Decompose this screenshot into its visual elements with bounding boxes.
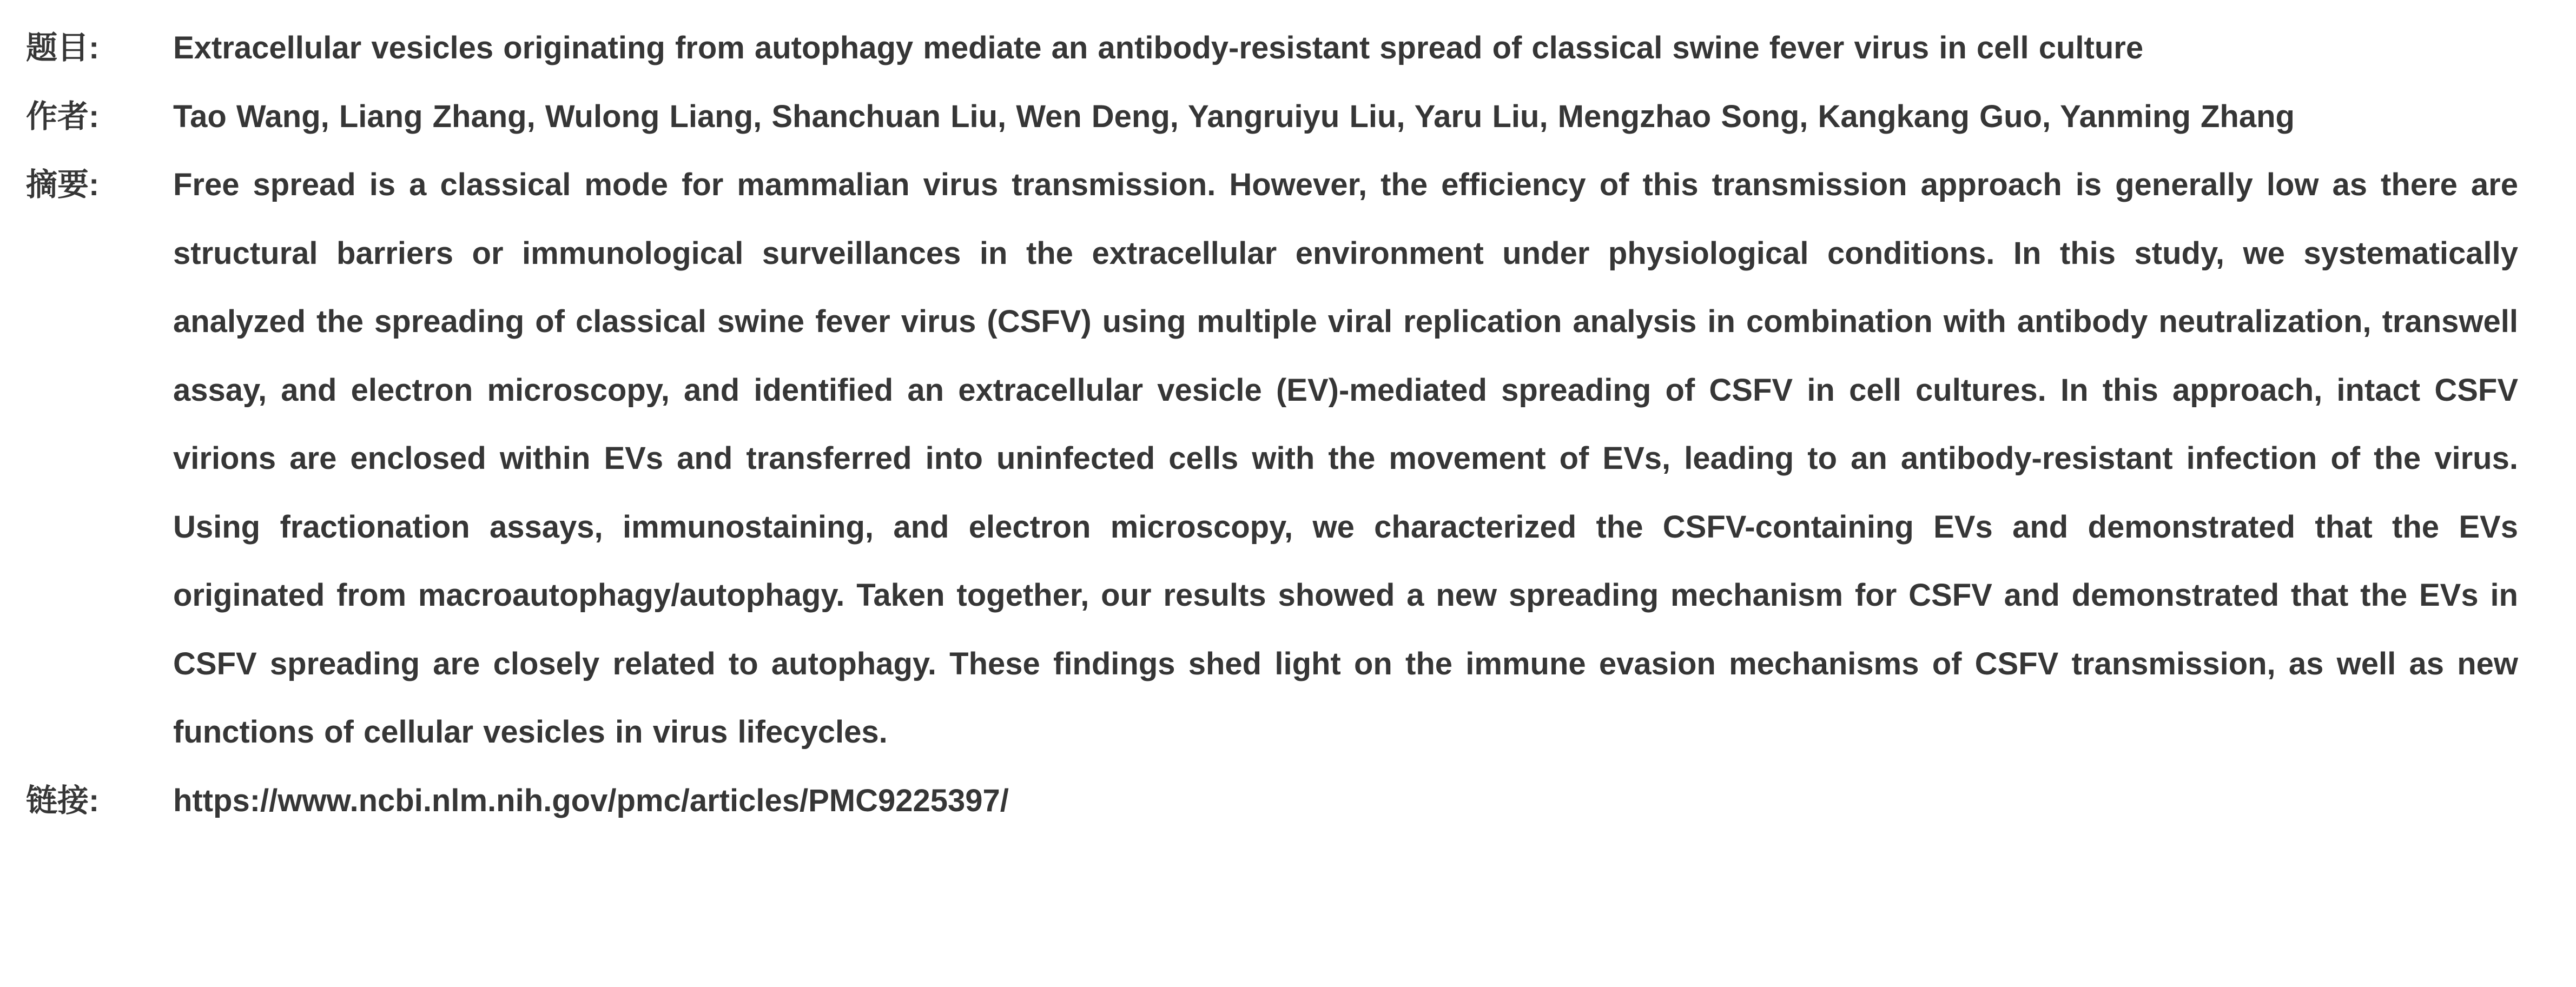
authors-list-text: Tao Wang, Liang Zhang, Wulong Liang, Shanchuan Liu, Wen Deng, Yangruiyu Liu, Yaru Liu, Mengzhao Song, Kangkang Guo, Yanming Zhang <box>173 98 2295 134</box>
authors-section <box>26 83 2518 151</box>
paper-title-text: Extracellular vesicles originating from autophagy mediate an antibody-resistant spread of classical swine fever virus in cell culture <box>173 30 2144 65</box>
abstract-section <box>26 151 2518 767</box>
title-section <box>26 14 2518 83</box>
authors-field-label: 作者: <box>26 98 100 134</box>
abstract-text: Free spread is a classical mode for mammalian virus transmission. However, the efficiency of this transmission approach is generally low as there are structural barriers or immunological surveillances in the extracellular environment under physiological conditions. In this study, we systematically analyzed the spreading of classical swine fever virus (CSFV) using multiple viral replication analysis in combination with antibody neutralization, transwell assay, and electron microscopy, and identified an extracellular vesicle (EV)-mediated spreading of CSFV in cell cultures. In this approach, intact CSFV virions are enclosed within EVs and transferred into uninfected cells with the movement of EVs, leading to an antibody-resistant infection of the virus. Using fractionation assays, immunostaining, and electron microscopy, we characterized the CSFV-containing EVs and demonstrated that the EVs originated from macroautophagy/autophagy. Taken together, our results showed a new spreading mechanism for CSFV and demonstrated that the EVs in CSFV spreading are closely related to autophagy. These findings shed light on the immune evasion mechanisms of CSFV transmission, as well as new functions of cellular vesicles in virus lifecycles. <box>173 167 2518 750</box>
link-field-label: 链接: <box>26 783 100 818</box>
article-url-link[interactable]: https://www.ncbi.nlm.nih.gov/pmc/articles/PMC9225397/ <box>173 783 1009 818</box>
link-section <box>26 767 2518 836</box>
title-field-label: 题目: <box>26 30 100 65</box>
abstract-field-label: 摘要: <box>26 167 100 202</box>
